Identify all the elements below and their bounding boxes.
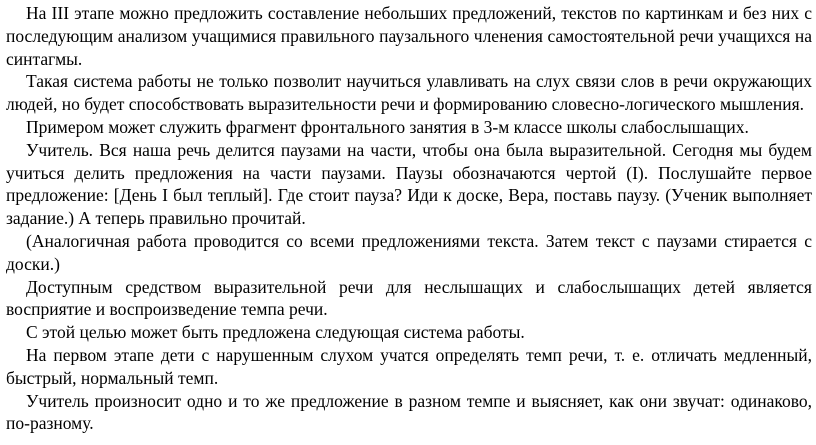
paragraph-first-stage: На первом этапе дети с нарушенным слухом учатся определять темп речи, т. е. отличать медленный, быстрый, нормальный темп. bbox=[6, 344, 812, 388]
paragraph-teacher-tempo: Учитель произносит одно и то же предложение в разном темпе и выясняет, как они звучат: одинаково, по-разному. bbox=[6, 390, 812, 434]
paragraph-example-intro: Примером может служить фрагмент фронтального занятия в 3-м классе школы слабослышащих. bbox=[26, 116, 749, 137]
paragraph-tempo-means: Доступным средством выразительной речи для неслышащих и слабослышащих детей является восприятие и воспроизведение темпа речи. bbox=[6, 276, 812, 320]
paragraph-system-proposal: С этой целью может быть предложена следующая система работы. bbox=[26, 322, 525, 343]
paragraph-teacher-dialogue: Учитель. Вся наша речь делится паузами на части, чтобы она была выразительной. Сегодня мы будем учиться делить предложения на части паузами. Паузы обозначаются чертой (I). Послушайте первое предложение: [День I был теплый]. Где стоит пауза? Иди к доске, Вера, поставь паузу. (Ученик выполняет задание.) А теперь правильно прочитай. bbox=[6, 139, 812, 229]
paragraph-system-benefits: Такая система работы не только позволит научиться улавливать на слух связи слов в речи окружающих людей, но будет способствовать выразительности речи и формированию словесно-логического мышления. bbox=[6, 71, 812, 115]
paragraph-stage-three: На III этапе можно предложить составление небольших предложений, текстов по картинкам и без них с последующим анализом учащимися правильного паузального членения самостоятельной речи учащихся на синтагмы. bbox=[6, 3, 812, 69]
paragraph-analogous-work: (Аналогичная работа проводится со всеми предложениями текста. Затем текст с паузами стирается с доски.) bbox=[6, 230, 812, 274]
